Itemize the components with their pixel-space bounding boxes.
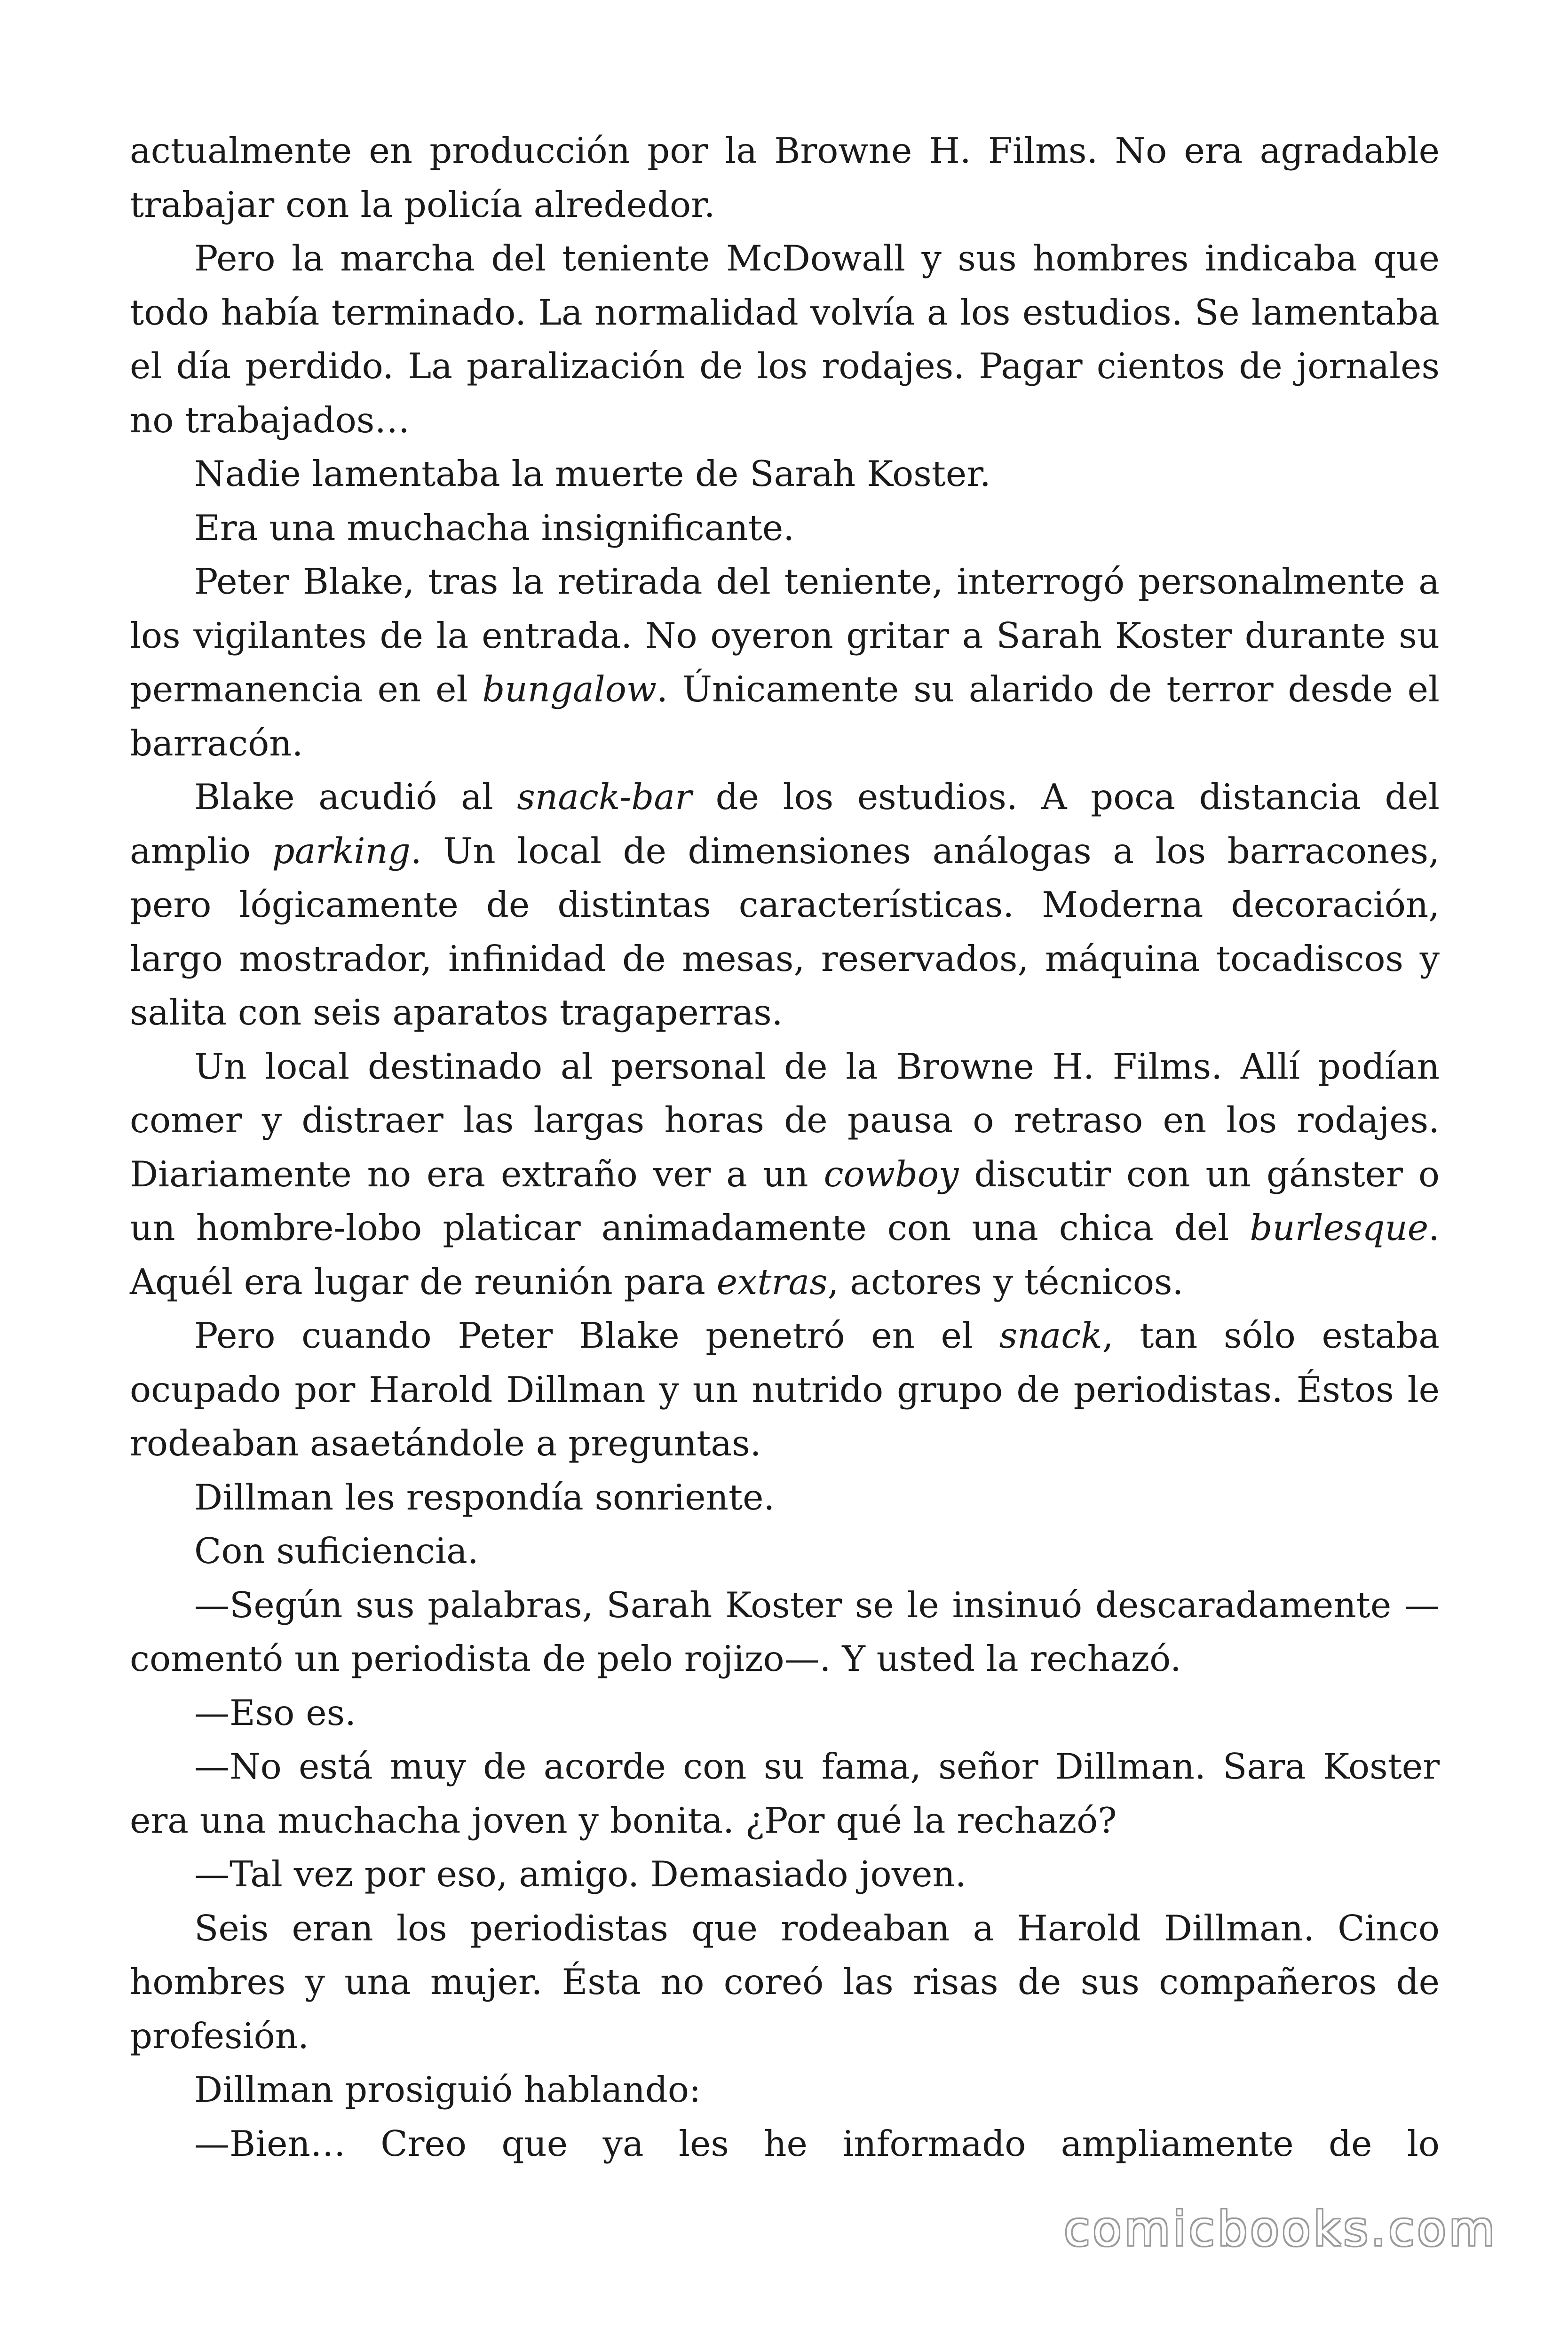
italic-run: bungalow	[482, 668, 657, 710]
paragraph	[130, 770, 1440, 1040]
text-run: —Eso es.	[194, 1692, 356, 1733]
text-run: actualmente en producción por la Browne H. Films. No era agradable trabajar con la policía alrededor.	[130, 130, 1440, 225]
text-run: Dillman prosiguió hablando:	[194, 2069, 701, 2110]
italic-run: cowboy	[824, 1153, 959, 1195]
paragraph	[130, 501, 1440, 555]
text-run: Con suficiencia.	[194, 1530, 479, 1572]
text-run: Era una muchacha insignificante.	[194, 507, 795, 548]
text-run: de los estudios. A poca distancia del amplio	[130, 776, 1440, 872]
text-run: Dillman les respondía sonriente.	[194, 1476, 775, 1518]
paragraph	[130, 1901, 1440, 2063]
paragraph	[130, 1578, 1440, 1686]
paragraph	[130, 1470, 1440, 1525]
text-run: Pero cuando Peter Blake penetró en el	[194, 1315, 999, 1356]
paragraph	[130, 447, 1440, 501]
italic-run: burlesque	[1250, 1207, 1429, 1248]
paragraph	[130, 124, 1440, 231]
paragraph	[130, 1040, 1440, 1309]
italic-run: snack	[999, 1315, 1102, 1356]
paragraph	[130, 231, 1440, 447]
paragraph	[130, 1740, 1440, 1847]
text-run: Pero la marcha del teniente McDowall y sus hombres indicaba que todo había terminado. La normalidad volvía a los estudios. Se lamentaba el día perdido. La paralización de los rodajes. Pagar cientos de jornales no trabajados…	[130, 238, 1440, 441]
paragraph	[130, 555, 1440, 770]
paragraph	[130, 1847, 1440, 1901]
paragraph	[130, 1309, 1440, 1470]
text-run: . Un local de dimensiones análogas a los barracones, pero lógicamente de distintas características. Moderna decoración, largo mostrador, infinidad de mesas, reservados, máquina tocadiscos y salita con seis aparatos tragaperras.	[130, 830, 1440, 1033]
paragraph	[130, 1686, 1440, 1740]
text-run: —No está muy de acorde con su fama, señor Dillman. Sara Koster era una muchacha joven y bonita. ¿Por qué la rechazó?	[130, 1746, 1440, 1841]
text-run: Seis eran los periodistas que rodeaban a Harold Dillman. Cinco hombres y una mujer. Ésta no coreó las risas de sus compañeros de profesión.	[130, 1907, 1440, 2057]
text-run: —Bien… Creo que ya les he informado ampliamente de lo	[194, 2122, 1440, 2164]
text-run: , actores y técnicos.	[827, 1261, 1184, 1303]
book-page-body	[130, 124, 1440, 2170]
italic-run: parking	[272, 830, 411, 872]
italic-run: extras	[716, 1261, 828, 1303]
paragraph	[130, 2063, 1440, 2117]
paragraph	[130, 1524, 1440, 1578]
text-run: Peter Blake, tras la retirada del teniente, interrogó personalmente a los vigilantes de la entrada. No oyeron gritar a Sarah Koster durante su permanencia en el	[130, 561, 1440, 710]
text-run: Nadie lamentaba la muerte de Sarah Koster.	[194, 453, 991, 494]
text-run: . Aquél era lugar de reunión para	[130, 1207, 1440, 1303]
text-run: . Únicamente su alarido de terror desde el barracón.	[130, 668, 1440, 764]
italic-run: snack-bar	[517, 776, 692, 818]
text-run: Un local destinado al personal de la Browne H. Films. Allí podían comer y distraer las largas horas de pausa o retraso en los rodajes. Diariamente no era extraño ver a un	[130, 1045, 1440, 1195]
text-run: Blake acudió al	[194, 776, 517, 818]
text-run: —Tal vez por eso, amigo. Demasiado joven.	[194, 1853, 966, 1895]
text-run: —Según sus palabras, Sarah Koster se le insinuó descaradamente —comentó un periodista de pelo rojizo—. Y usted la rechazó.	[130, 1584, 1440, 1679]
text-run: discutir con un gánster o un hombre-lobo platicar animadamente con una chica del	[130, 1153, 1440, 1248]
text-run: , tan sólo estaba ocupado por Harold Dillman y un nutrido grupo de periodistas. Éstos le rodeaban asaetándole a preguntas.	[130, 1315, 1440, 1464]
paragraph	[130, 2117, 1440, 2171]
watermark: comicbooks.com	[1064, 2201, 1497, 2257]
